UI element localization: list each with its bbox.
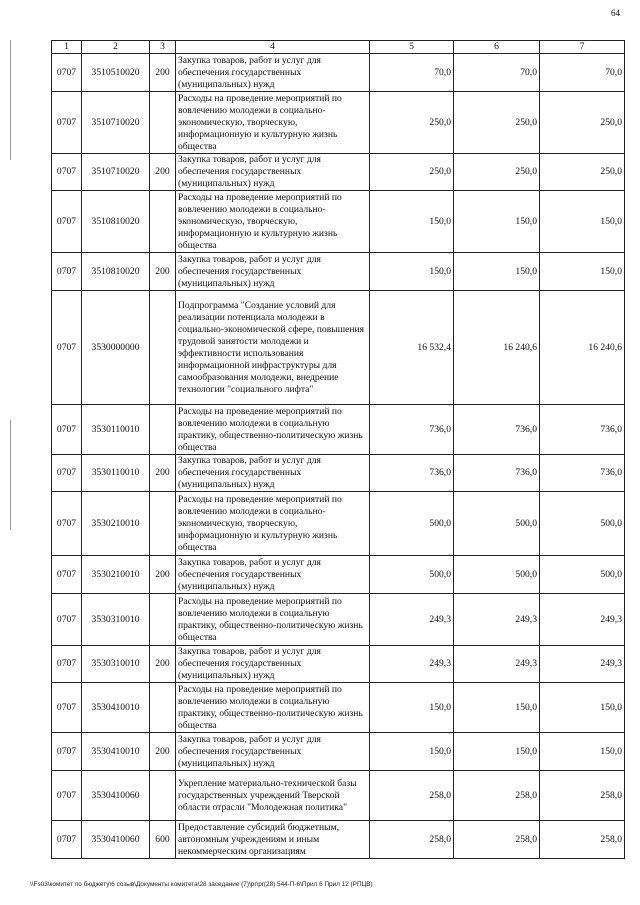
amount-col6-cell: 500,0	[454, 556, 540, 594]
header-cell: 6	[454, 41, 540, 54]
table-row	[52, 556, 625, 594]
expense-type-cell: 200	[150, 253, 176, 291]
target-article-cell: 3530110010	[82, 405, 150, 455]
expense-type-cell	[150, 683, 176, 733]
amount-col7-cell: 150,0	[540, 253, 625, 291]
amount-col7-cell: 250,0	[540, 154, 625, 191]
code-section-cell: 0707	[52, 154, 82, 191]
amount-col7-cell: 16 240,6	[540, 291, 625, 405]
target-article-cell: 3510510020	[82, 54, 150, 92]
code-section-cell: 0707	[52, 821, 82, 859]
amount-col5-cell: 16 532,4	[370, 291, 454, 405]
expense-type-cell	[150, 594, 176, 646]
code-section-cell: 0707	[52, 492, 82, 556]
amount-col5-cell: 250,0	[370, 92, 454, 154]
target-article-cell: 3530410060	[82, 821, 150, 859]
expense-type-cell: 200	[150, 154, 176, 191]
amount-col7-cell: 70,0	[540, 54, 625, 92]
expense-type-cell: 200	[150, 54, 176, 92]
header-cell: 5	[370, 41, 454, 54]
amount-col7-cell: 249,3	[540, 646, 625, 683]
target-article-cell: 3530410010	[82, 733, 150, 771]
table-row	[52, 683, 625, 733]
amount-col6-cell: 250,0	[454, 92, 540, 154]
amount-col5-cell: 500,0	[370, 492, 454, 556]
code-section-cell: 0707	[52, 733, 82, 771]
header-cell: 1	[52, 41, 82, 54]
amount-col5-cell: 150,0	[370, 191, 454, 253]
expense-type-cell: 200	[150, 455, 176, 492]
amount-col5-cell: 249,3	[370, 594, 454, 646]
page-number: 64	[611, 8, 620, 18]
target-article-cell: 3530410010	[82, 683, 150, 733]
amount-col7-cell: 500,0	[540, 556, 625, 594]
expense-type-cell	[150, 405, 176, 455]
table-row	[52, 455, 625, 492]
code-section-cell: 0707	[52, 253, 82, 291]
amount-col6-cell: 249,3	[454, 594, 540, 646]
table-row	[52, 291, 625, 405]
expense-type-cell: 200	[150, 646, 176, 683]
description-cell: Расходы на проведение мероприятий по вовлечению молодежи в социально-экономическую, творческую, информационную и культурную жизнь общества	[176, 492, 370, 556]
code-section-cell: 0707	[52, 771, 82, 821]
table-body	[52, 41, 625, 859]
target-article-cell: 3530310010	[82, 594, 150, 646]
expense-type-cell	[150, 291, 176, 405]
target-article-cell: 3530210010	[82, 556, 150, 594]
description-cell: Подпрограмма "Создание условий для реализации потенциала молодежи в социально-экономической сфере, повышения трудовой занятости молодежи и эффективности использования информационной инфраструктуры для самообразования молодежи, внедрение технологии "социального лифта"	[176, 291, 370, 405]
amount-col5-cell: 150,0	[370, 253, 454, 291]
description-cell: Расходы на проведение мероприятий по вовлечению молодежи в социально-экономическую, творческую, информационную и культурную жизнь общества	[176, 92, 370, 154]
scan-margin-line	[10, 420, 11, 530]
amount-col6-cell: 258,0	[454, 771, 540, 821]
expense-type-cell	[150, 492, 176, 556]
description-cell: Закупка товаров, работ и услуг для обеспечения государственных (муниципальных) нужд	[176, 54, 370, 92]
table-row	[52, 253, 625, 291]
amount-col6-cell: 249,3	[454, 646, 540, 683]
expense-type-cell: 200	[150, 556, 176, 594]
amount-col7-cell: 150,0	[540, 733, 625, 771]
budget-table	[51, 40, 625, 859]
code-section-cell: 0707	[52, 92, 82, 154]
description-cell: Расходы на проведение мероприятий по вовлечению молодежи в социальную практику, общественно-политическую жизнь общества	[176, 405, 370, 455]
description-cell: Закупка товаров, работ и услуг для обеспечения государственных (муниципальных) нужд	[176, 733, 370, 771]
amount-col7-cell: 736,0	[540, 405, 625, 455]
expense-type-cell: 200	[150, 733, 176, 771]
expense-type-cell	[150, 771, 176, 821]
description-cell: Расходы на проведение мероприятий по вовлечению молодежи в социальную практику, общественно-политическую жизнь общества	[176, 594, 370, 646]
code-section-cell: 0707	[52, 646, 82, 683]
amount-col5-cell: 249,3	[370, 646, 454, 683]
description-cell: Закупка товаров, работ и услуг для обеспечения государственных (муниципальных) нужд	[176, 455, 370, 492]
table-row	[52, 492, 625, 556]
expense-type-cell: 600	[150, 821, 176, 859]
table-header-row	[52, 41, 625, 54]
amount-col7-cell: 150,0	[540, 191, 625, 253]
amount-col5-cell: 258,0	[370, 771, 454, 821]
code-section-cell: 0707	[52, 291, 82, 405]
amount-col7-cell: 736,0	[540, 455, 625, 492]
table-row	[52, 405, 625, 455]
description-cell: Закупка товаров, работ и услуг для обеспечения государственных (муниципальных) нужд	[176, 646, 370, 683]
amount-col6-cell: 150,0	[454, 733, 540, 771]
target-article-cell: 3510710020	[82, 92, 150, 154]
target-article-cell: 3530110010	[82, 455, 150, 492]
amount-col5-cell: 258,0	[370, 821, 454, 859]
amount-col5-cell: 736,0	[370, 455, 454, 492]
amount-col5-cell: 500,0	[370, 556, 454, 594]
file-path-footer: \\Fs03\комитет по бюджету\6 созыв\Документы комитета\28 заседание (7)\pr\pr(28) 544-П-6\Прил 6 Прил 12 (РПЦВ)	[30, 881, 373, 888]
description-cell: Закупка товаров, работ и услуг для обеспечения государственных (муниципальных) нужд	[176, 253, 370, 291]
description-cell: Закупка товаров, работ и услуг для обеспечения государственных (муниципальных) нужд	[176, 556, 370, 594]
table-row	[52, 733, 625, 771]
target-article-cell: 3530000000	[82, 291, 150, 405]
amount-col6-cell: 500,0	[454, 492, 540, 556]
code-section-cell: 0707	[52, 683, 82, 733]
amount-col7-cell: 249,3	[540, 594, 625, 646]
amount-col5-cell: 150,0	[370, 733, 454, 771]
table-row	[52, 771, 625, 821]
table-row	[52, 646, 625, 683]
amount-col5-cell: 150,0	[370, 683, 454, 733]
amount-col5-cell: 70,0	[370, 54, 454, 92]
amount-col5-cell: 736,0	[370, 405, 454, 455]
amount-col7-cell: 258,0	[540, 821, 625, 859]
expense-type-cell	[150, 191, 176, 253]
table-row	[52, 154, 625, 191]
amount-col6-cell: 16 240,6	[454, 291, 540, 405]
description-cell: Укрепление материально-технической базы государственных учреждений Тверской области отрасли "Молодежная политика"	[176, 771, 370, 821]
amount-col7-cell: 250,0	[540, 92, 625, 154]
amount-col7-cell: 150,0	[540, 683, 625, 733]
scan-margin-line	[10, 40, 11, 160]
header-cell: 4	[176, 41, 370, 54]
amount-col6-cell: 150,0	[454, 253, 540, 291]
amount-col6-cell: 250,0	[454, 154, 540, 191]
expense-type-cell	[150, 92, 176, 154]
table-row	[52, 594, 625, 646]
target-article-cell: 3510810020	[82, 191, 150, 253]
table-row	[52, 191, 625, 253]
code-section-cell: 0707	[52, 191, 82, 253]
amount-col6-cell: 70,0	[454, 54, 540, 92]
code-section-cell: 0707	[52, 405, 82, 455]
code-section-cell: 0707	[52, 455, 82, 492]
amount-col6-cell: 736,0	[454, 405, 540, 455]
amount-col5-cell: 250,0	[370, 154, 454, 191]
amount-col6-cell: 150,0	[454, 683, 540, 733]
table-row	[52, 92, 625, 154]
description-cell: Расходы на проведение мероприятий по вовлечению молодежи в социальную практику, общественно-политическую жизнь общества	[176, 683, 370, 733]
target-article-cell: 3510810020	[82, 253, 150, 291]
target-article-cell: 3530410060	[82, 771, 150, 821]
description-cell: Расходы на проведение мероприятий по вовлечению молодежи в социально-экономическую, творческую, информационную и культурную жизнь общества	[176, 191, 370, 253]
code-section-cell: 0707	[52, 54, 82, 92]
header-cell: 2	[82, 41, 150, 54]
header-cell: 3	[150, 41, 176, 54]
header-cell: 7	[540, 41, 625, 54]
description-cell: Предоставление субсидий бюджетным, автономным учреждениям и иным некоммерческим организациям	[176, 821, 370, 859]
target-article-cell: 3530310010	[82, 646, 150, 683]
table-row	[52, 54, 625, 92]
code-section-cell: 0707	[52, 594, 82, 646]
amount-col7-cell: 500,0	[540, 492, 625, 556]
description-cell: Закупка товаров, работ и услуг для обеспечения государственных (муниципальных) нужд	[176, 154, 370, 191]
table-row	[52, 821, 625, 859]
amount-col6-cell: 150,0	[454, 191, 540, 253]
target-article-cell: 3510710020	[82, 154, 150, 191]
amount-col7-cell: 258,0	[540, 771, 625, 821]
target-article-cell: 3530210010	[82, 492, 150, 556]
amount-col6-cell: 258,0	[454, 821, 540, 859]
code-section-cell: 0707	[52, 556, 82, 594]
amount-col6-cell: 736,0	[454, 455, 540, 492]
